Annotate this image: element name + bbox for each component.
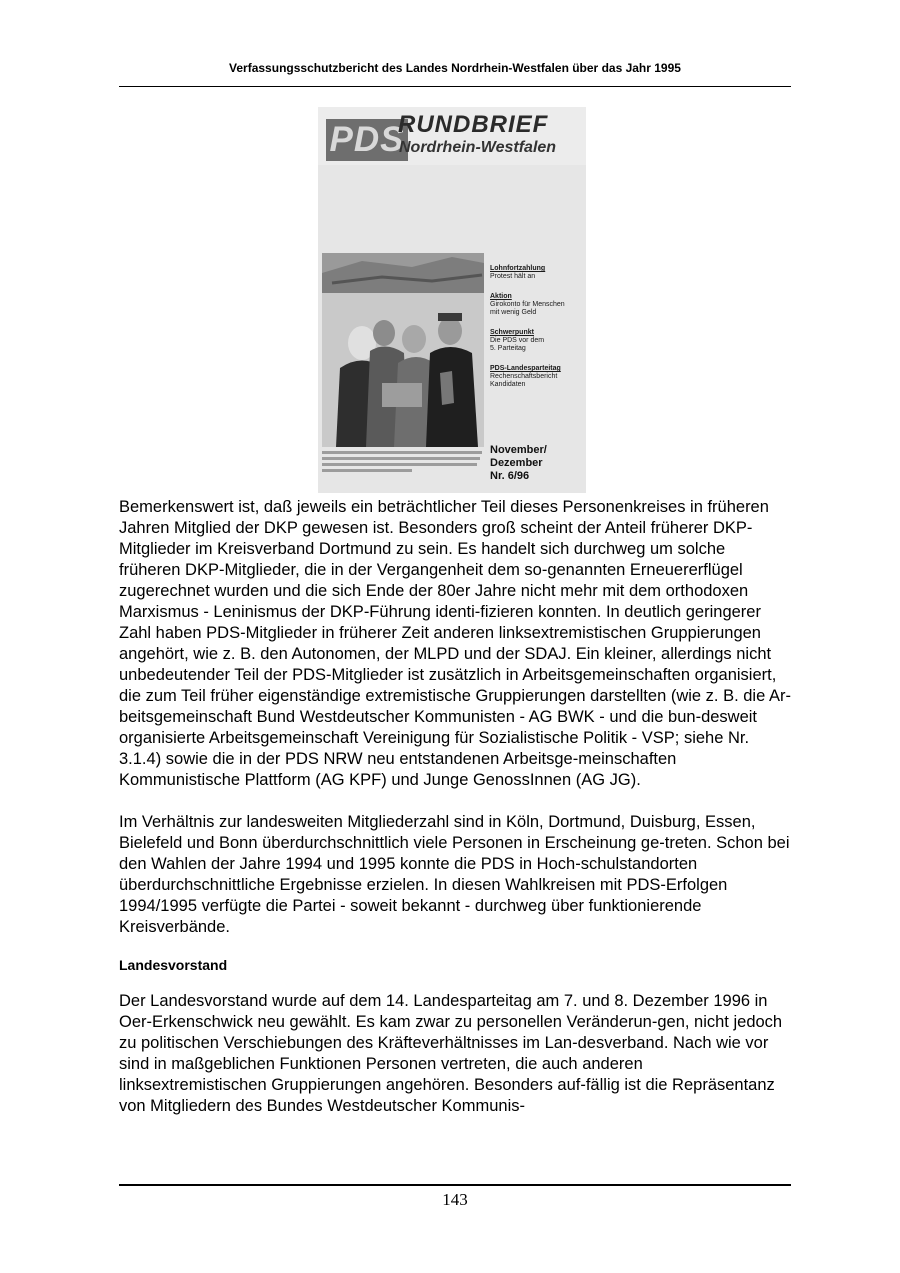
cover-contents-item: PDS-Landesparteitag Rechenschaftsbericht Kandidaten [490,365,561,388]
paragraph: Der Landesvorstand wurde auf dem 14. Landesparteitag am 7. und 8. Dezember 1996 in Oer-Erkenschwick neu gewählt. Es kam zwar zu personellen Veränderun-gen, nicht jedoch zu politischen Verschiebungen des Kräfteverhältnisses im Lan-desverband. Nach wie vor sind in maßgeblichen Funktionen Personen vertreten, die auch anderen linksextremistischen Gruppierungen angehören. Besonders auf-fällig ist die Repräsentanz von Mitgliedern des Bundes Westdeutscher Kommunis- [119,992,783,1115]
cover-photo [322,253,484,447]
paragraph: Bemerkenswert ist, daß jeweils ein beträchtlicher Teil dieses Personenkreises in früheren Jahren Mitglied der DKP gewesen ist. Besonders groß scheint der Anteil früherer DKP- Mitglieder im Kreisverband Dortmund zu sein. Es handelt sich durchweg um solche früheren DKP-Mitglieder, die in der Vergangenheit dem so-genannten Erneuererflügel zugerechnet wurden und die sich Ende der 80er Jahre nicht mehr mit dem orthodoxen Marxismus - Leninismus der DKP-Führung identi-fizieren konnten. In deutlich geringerer Zahl haben PDS-Mitglieder in früherer Zeit anderen linksextremistischen Gruppierungen angehört, wie z. B. den Autonomen, der MLPD und der SDAJ. Ein kleiner, allerdings nicht unbedeutender Teil der PDS-Mitglieder ist zusätzlich in Arbeitsgemeinschaften organisiert, die zum Teil früher eigenständige extremistische Gruppierungen darstellten (wie z. B. die Ar-beitsgemeinschaft Bund Westdeutscher Kommunisten - AG BWK - und die bun-desweit organisierte Arbeitsgemeinschaft Vereinigung für Sozialistische Politik - VSP; siehe Nr. 3.1.4) sowie die in der PDS NRW neu entstandenen Arbeitsge-meinschaften Kommunistische Plattform (AG KPF) und Junge GenossInnen (AG JG). [119,498,791,789]
footer-rule [119,1184,791,1186]
running-header: Verfassungsschutzbericht des Landes Nordrhein-Westfalen über das Jahr 1995 [229,61,681,75]
newsletter-cover-image [318,107,586,493]
cover-contents [490,265,582,401]
paragraph: Im Verhältnis zur landesweiten Mitgliederzahl sind in Köln, Dortmund, Duisburg, Essen, Bielefeld und Bonn überdurchschnittlich viele Personen in Erscheinung ge-treten. Schon bei den Wahlen der Jahre 1994 und 1995 konnte die PDS in Hoch-schulstandorten überdurchschnittliche Ergebnisse erzielen. In diesen Wahlkreisen mit PDS-Erfolgen 1994/1995 verfügte die Partei - soweit bekannt - durchweg über funktionierende Kreisverbände. [119,813,790,936]
section-heading: Landesvorstand [119,957,228,973]
pds-logo: PDS [326,119,408,161]
cover-issue-info: November/ Dezember Nr. 6/96 [490,444,547,482]
cover-contents-item: Schwerpunkt Die PDS vor dem 5. Parteitag [490,329,545,352]
photo-caption [322,451,484,475]
body-text [119,497,791,1117]
cover-title: RUNDBRIEF [398,111,549,138]
cover-contents-item: Aktion Girokonto für Menschen mit wenig Geld [490,293,565,316]
header-rule [119,86,791,87]
cover-contents-item: Lohnfortzahlung Protest hält an [490,265,546,280]
page-number: 143 [442,1190,468,1209]
cover-subtitle: Nordrhein-Westfalen [399,139,557,156]
